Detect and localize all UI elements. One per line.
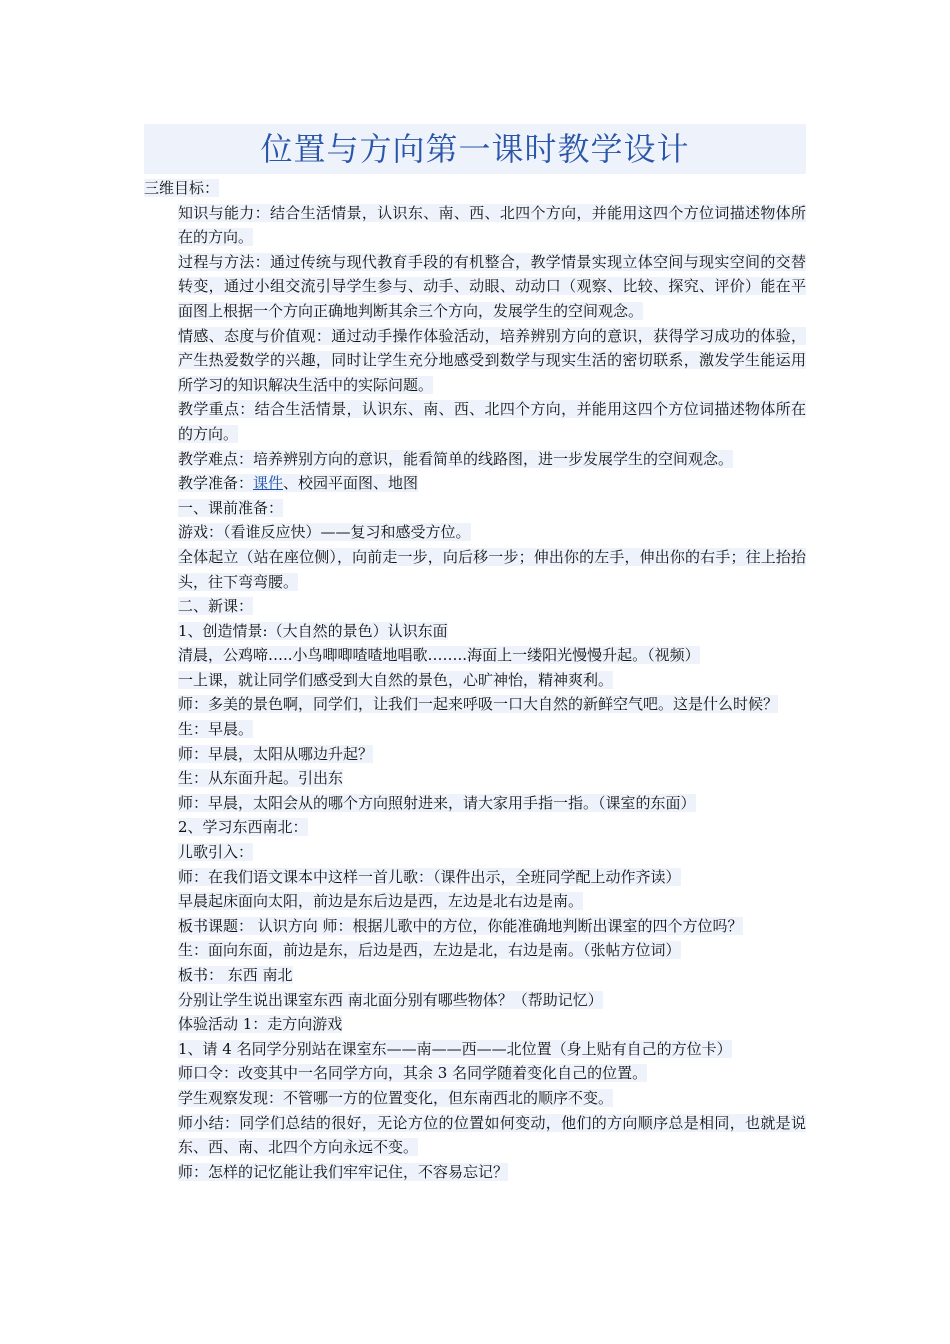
paragraph-text: 学生观察发现：不管哪一方的位置变化，但东南西北的顺序不变。 bbox=[178, 1088, 614, 1107]
paragraph-text: 板书课题： 认识方向 师：根据儿歌中的方位，你能准确地判断出课室的四个方位吗？ bbox=[178, 916, 743, 935]
paragraph bbox=[144, 619, 806, 644]
document-title: 位置与方向第一课时教学设计 bbox=[260, 130, 690, 168]
paragraph-text: 一上课，就让同学们感受到大自然的景色，心旷神怡，精神爽利。 bbox=[178, 670, 614, 689]
paragraph bbox=[144, 496, 806, 521]
paragraph bbox=[144, 520, 806, 545]
paragraph-text: 一、课前准备： bbox=[178, 498, 284, 517]
paragraph bbox=[144, 545, 806, 594]
paragraph-text: 教学准备： bbox=[178, 474, 254, 493]
paragraph bbox=[144, 1111, 806, 1160]
paragraph bbox=[144, 447, 806, 472]
paragraph bbox=[144, 594, 806, 619]
paragraph-text: 1、请 4 名同学分别站在课室东——南——西——北位置（身上贴有自己的方位卡） bbox=[178, 1039, 732, 1058]
paragraph-text: 教学难点：培养辨别方向的意识，能看简单的线路图，进一步发展学生的空间观念。 bbox=[178, 449, 734, 468]
paragraph-text: 师：怎样的记忆能让我们牢牢记住，不容易忘记？ bbox=[178, 1162, 509, 1181]
paragraph-text: 生：从东面升起。引出东 bbox=[178, 769, 344, 788]
paragraph-text: 三维目标： bbox=[144, 179, 220, 197]
paragraph bbox=[144, 717, 806, 742]
paragraph-text: 2、学习东西南北： bbox=[178, 818, 308, 837]
paragraph bbox=[144, 668, 806, 693]
paragraph bbox=[144, 250, 806, 324]
paragraph bbox=[144, 397, 806, 446]
paragraph-text: 情感、态度与价值观：通过动手操作体验活动，培养辨别方向的意识，获得学习成功的体验，产生热爱数学的兴趣，同时让学生充分地感受到数学与现实生活的密切联系，激发学生能运用所学习的知识解决生活中的实际问题。 bbox=[178, 326, 806, 394]
paragraph-text: 师：早晨，太阳会从的哪个方向照射进来，请大家用手指一指。（课室的东面） bbox=[178, 793, 696, 812]
paragraph-text-tail: 、校园平面图、地图 bbox=[283, 474, 419, 493]
paragraph bbox=[144, 1160, 806, 1185]
paragraph bbox=[144, 742, 806, 767]
paragraph bbox=[144, 889, 806, 914]
paragraph-text: 过程与方法：通过传统与现代教育手段的有机整合，教学情景实现立体空间与现实空间的交替转变，通过小组交流引导学生参与、动手、动眼、动动口（观察、比较、探究、评价）能在平面图上根据一个方向正确地判断其余三个方向，发展学生的空间观念。 bbox=[178, 252, 806, 320]
paragraph-text: 1、创造情景:（大自然的景色）认识东面 bbox=[178, 621, 448, 640]
paragraph-text: 教学重点：结合生活情景，认识东、南、西、北四个方向，并能用这四个方位词描述物体所在的方向。 bbox=[178, 400, 806, 443]
paragraph-text: 全体起立（站在座位侧），向前走一步，向后移一步；伸出你的左手，伸出你的右手；往上抬抬头，往下弯弯腰。 bbox=[178, 547, 806, 591]
paragraph bbox=[144, 176, 806, 201]
paragraph-text: 游戏：（看谁反应快）——复习和感受方位。 bbox=[178, 523, 471, 542]
paragraph bbox=[144, 692, 806, 717]
paragraph-list bbox=[144, 176, 806, 1184]
paragraph bbox=[144, 1061, 806, 1086]
paragraph-text: 师：早晨，太阳从哪边升起？ bbox=[178, 744, 374, 763]
paragraph bbox=[144, 815, 806, 840]
paragraph-text: 知识与能力：结合生活情景，认识东、南、西、北四个方向，并能用这四个方位词描述物体所在的方向。 bbox=[178, 203, 806, 247]
paragraph-text: 师小结：同学们总结的很好，无论方位的位置如何变动，他们的方向顺序总是相同，也就是说东、西、南、北四个方向永远不变。 bbox=[178, 1113, 806, 1157]
paragraph bbox=[144, 791, 806, 816]
courseware-link[interactable]: 课件 bbox=[253, 474, 284, 493]
paragraph bbox=[144, 643, 806, 668]
paragraph bbox=[144, 963, 806, 988]
paragraph-text: 板书： 东西 南北 bbox=[178, 966, 293, 984]
paragraph bbox=[144, 201, 806, 250]
paragraph bbox=[144, 1037, 806, 1062]
title-banner bbox=[144, 124, 806, 174]
paragraph bbox=[144, 1012, 806, 1037]
paragraph-text: 师口令：改变其中一名同学方向，其余 3 名同学随着变化自己的位置。 bbox=[178, 1064, 648, 1083]
paragraph bbox=[144, 766, 806, 791]
paragraph-text: 早晨起床面向太阳，前边是东后边是西，左边是北右边是南。 bbox=[178, 892, 584, 911]
paragraph-text: 儿歌引入： bbox=[178, 843, 254, 862]
paragraph-text: 二、新课： bbox=[178, 597, 254, 616]
paragraph-text: 师：多美的景色啊，同学们，让我们一起来呼吸一口大自然的新鲜空气吧。这是什么时候？ bbox=[178, 695, 779, 714]
paragraph-text: 生：早晨。 bbox=[178, 720, 254, 739]
paragraph-text: 分别让学生说出课室东西 南北面分别有哪些物体？（帮助记忆） bbox=[178, 990, 603, 1009]
paragraph bbox=[144, 840, 806, 865]
paragraph bbox=[144, 988, 806, 1013]
paragraph bbox=[144, 865, 806, 890]
paragraph bbox=[144, 914, 806, 939]
paragraph bbox=[144, 1086, 806, 1111]
paragraph bbox=[144, 324, 806, 398]
paragraph-text: 师：在我们语文课本中这样一首儿歌：（课件出示，全班同学配上动作齐读） bbox=[178, 867, 681, 886]
paragraph-text: 清晨，公鸡啼…..小鸟唧唧喳喳地唱歌……..海面上一缕阳光慢慢升起。（视频） bbox=[178, 646, 700, 665]
document-body bbox=[144, 124, 806, 1184]
paragraph-text: 生：面向东面，前边是东，后边是西，左边是北，右边是南。（张帖方位词） bbox=[178, 941, 681, 960]
paragraph bbox=[144, 938, 806, 963]
paragraph bbox=[144, 471, 806, 496]
paragraph-text: 体验活动 1：走方向游戏 bbox=[178, 1015, 343, 1034]
